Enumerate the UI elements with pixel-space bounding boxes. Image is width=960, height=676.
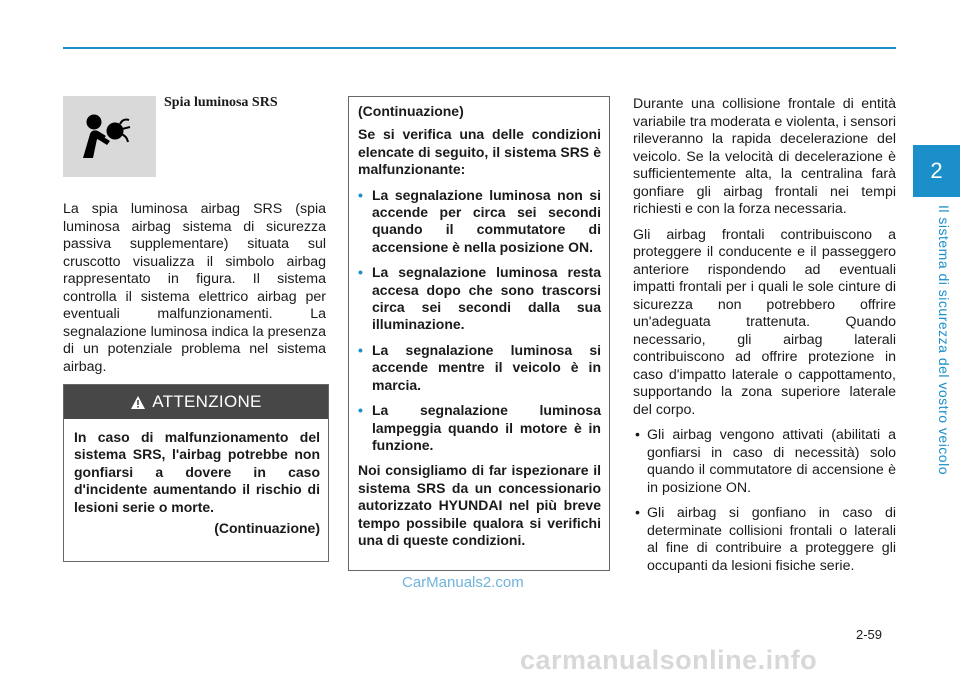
- warning-body: In caso di malfunzionamento del sistema SRS, l'airbag potrebbe non gonfiarsi a dovere in caso d'incidente aumentando il rischio di lesioni serie o morte.: [74, 429, 320, 515]
- continued-closing: Noi consigliamo di far ispezionare il sistema SRS da un concessionario autorizzato HYUNDAI nel più breve tempo possibile qualora si verifichi una di queste condizioni.: [358, 462, 601, 548]
- continued-warning-box: [348, 96, 610, 571]
- condition-list: [358, 187, 601, 455]
- bullet-icon: •: [635, 427, 640, 443]
- list-item: • La segnalazione luminosa resta accesa dopo che sono trascorsi circa sei secondi dalla sua illuminazione.: [358, 264, 601, 333]
- list-item: • La segnalazione luminosa lampeggia quando il motore è in funzione.: [358, 402, 601, 453]
- warning-box: [63, 384, 329, 562]
- bullet-icon: •: [635, 505, 640, 521]
- bullet-icon: •: [358, 264, 363, 281]
- airbag-warning-icon: [63, 96, 156, 177]
- warning-header: [64, 385, 328, 419]
- bullet-icon: •: [358, 341, 363, 358]
- srs-description: La spia luminosa airbag SRS (spia luminosa airbag sistema di sicurezza passiva supplementare) situata sul cruscotto visualizza il simbolo airbag rappresentato in figura. Il sistema controlla il sistema elettrico airbag per eventuali malfunzionamenti. La segnalazione luminosa indica la presenza di un potenziale problema nel sistema airbag.: [63, 201, 326, 375]
- top-rule: [63, 47, 896, 49]
- continued-intro: Se si verifica una delle condizioni elencate di seguito, il sistema SRS è malfunzionante:: [358, 126, 601, 178]
- list-item: • Gli airbag si gonfiano in caso di determinate collisioni frontali o laterali al fine di contribuire a proteggere gli occupanti da lesioni fisiche serie.: [635, 505, 896, 574]
- list-item: • Gli airbag vengono attivati (abilitati a gonfiarsi in caso di necessità) solo quando il commutatore di accensione è in posizione ON.: [635, 427, 896, 496]
- chapter-tab: [913, 145, 960, 197]
- chapter-title: Il sistema di sicurezza del vostro veicolo: [936, 205, 952, 475]
- continued-header: (Continuazione): [358, 103, 464, 119]
- right-column: [633, 96, 896, 583]
- bullet-icon: •: [358, 186, 363, 203]
- warning-continuation: (Continuazione): [214, 520, 320, 537]
- paragraph: Gli airbag frontali contribuiscono a proteggere il conducente e il passeggero anteriore rispondendo ad eventuali impatti frontali per i quali le sole cinture di sicurezza non potrebbero offrire un'adeguata trattenuta. Quando necessario, gli airbag laterali contribuiscono ad offrire protezione in caso d'impatto laterale o cappottamento, supportando la zona superiore laterale del corpo.: [633, 226, 896, 418]
- warning-triangle-icon: [130, 395, 146, 410]
- chapter-number: 2: [930, 158, 943, 183]
- watermark-footer: carmanualsonline.info: [520, 645, 818, 675]
- list-item: • La segnalazione luminosa si accende mentre il veicolo è in marcia.: [358, 341, 601, 393]
- list-item: • La segnalazione luminosa non si accende per circa sei secondi quando il commutatore di accensione è nella posizione ON.: [358, 186, 601, 255]
- bullet-icon: •: [358, 402, 363, 419]
- page-number: 2-59: [856, 627, 883, 642]
- airbag-list: [633, 427, 896, 575]
- watermark-link[interactable]: CarManuals2.com: [402, 574, 524, 591]
- paragraph: Durante una collisione frontale di entità variabile tra moderata e violenta, i sensori rileveranno la rapida decelerazione del veicolo. Se la velocità di decelerazione è sufficientemente alta, la centralina farà gonfiare gli airbag frontali nei tempi richiesti e con la forza necessaria.: [633, 96, 896, 217]
- srs-heading: Spia luminosa SRS: [164, 95, 278, 110]
- warning-title: ATTENZIONE: [152, 392, 262, 411]
